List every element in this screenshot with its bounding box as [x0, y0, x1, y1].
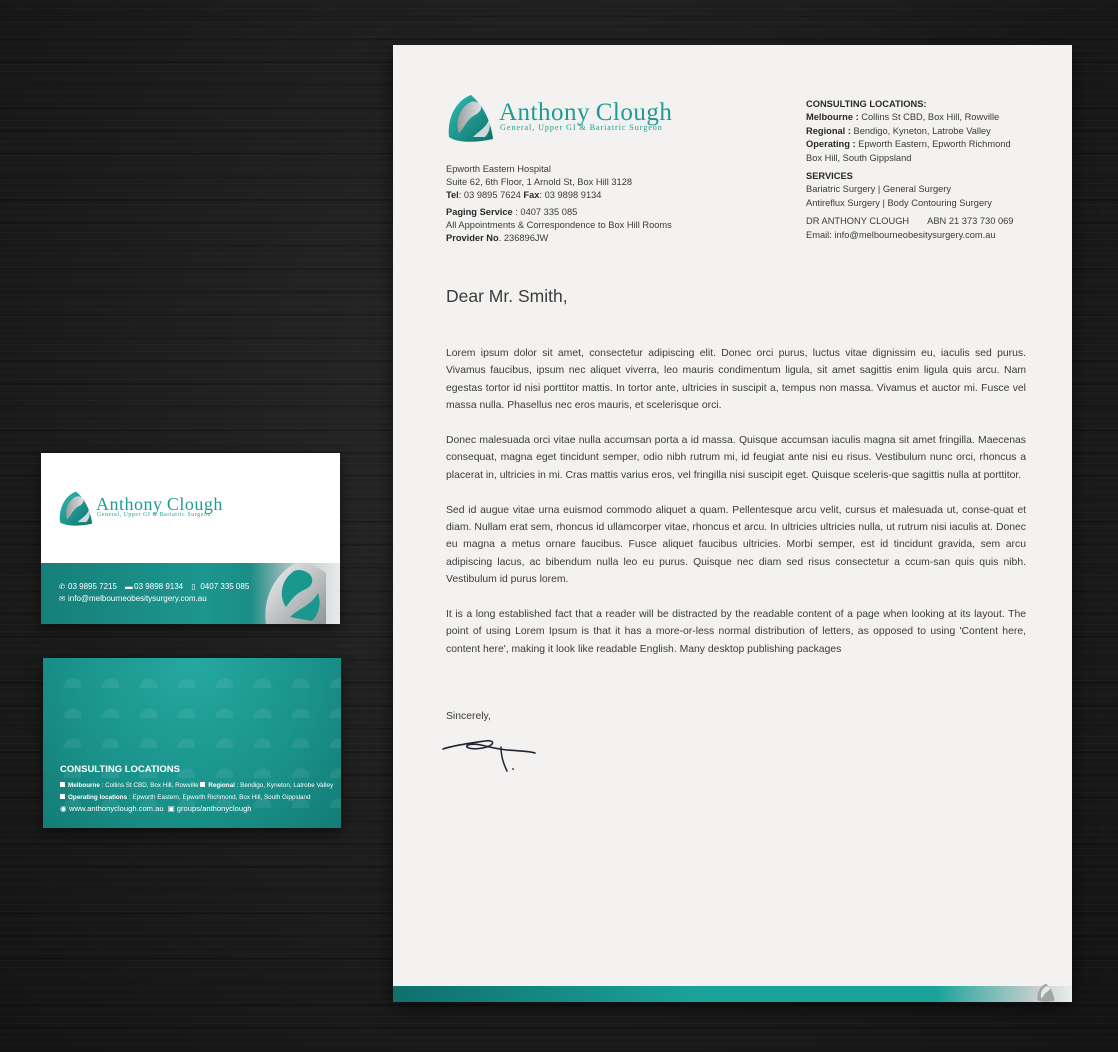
body-paragraph: Donec malesuada orci vitae nulla accumsan porta a id massa. Quisque accumsan iaculis magna sit amet fringilla. Maecenas consequat, magna eget tincidunt semper, odio nibh rutrum mi, id feugiat ante nisi eu risus. Vestibulum nunc orci, rhoncus a placerat in, ultricies in mi. Cras mattis varius eros, vel fringilla nisi suscipit eget. Quisque sceleris-que sagittis nulla at porttitor. — [446, 435, 1026, 481]
card-logo — [57, 490, 257, 530]
body-paragraph: Sed id augue vitae urna euismod commodo aliquet a quam. Pellentesque arcu velit, cursus et malesuada ut, conse-quat et diam. Nullam erat sem, rhoncus id ullamcorper vitae, rhoncus et arcu. In ultricies ultricies nulla, ut rutrum nisi iaculis at. Donec eu magna a metus ornare faucibus. Fusce aliquet faucibus ultricies. Morbi semper, est id tincidunt gravida, sem arcu adipiscing lacus, ac bibendum nulla leo eu purus. Quisque nec diam sed risus consectetur a ccum-san quis quis nibh. Vestibulum id purus lorem. — [446, 504, 1026, 586]
card-mobile: 0407 335 085 — [200, 582, 250, 591]
card-email: info@melbourneobesitysurgery.com.au — [68, 593, 207, 603]
card-phone: 03 9895 7215 — [68, 582, 117, 591]
card-back-heading: CONSULTING LOCATIONS — [60, 764, 180, 775]
letter-body — [446, 345, 1026, 676]
salutation: Dear Mr. Smith, — [446, 286, 568, 306]
provider-value: . 236896JW — [498, 233, 549, 243]
regional-value: Bendigo, Kyneton, Latrobe Valley — [850, 125, 991, 136]
regional-line — [806, 125, 1036, 138]
footer-logo-icon — [1036, 983, 1056, 1003]
card-back-regional-label: Regional — [208, 782, 235, 789]
card-tagline: General, Upper GI & Bariatric Surgeon — [97, 512, 211, 518]
card-back-regional-value: : Bendigo, Kyneton, Latrobe Valley — [234, 782, 334, 789]
services-heading: SERVICES — [806, 171, 853, 182]
paging-value: : 0407 335 085 — [512, 207, 578, 217]
operating-line — [806, 138, 1036, 151]
melbourne-value: Collins St CBD, Box Hill, Rowville — [858, 112, 1000, 123]
card-back-web-row — [60, 803, 333, 815]
closing: Sincerely, — [446, 711, 491, 722]
tel-value: : 03 9895 7624 — [458, 190, 521, 200]
business-card-back — [43, 658, 341, 828]
email-line: Email: info@melbourneobesitysurgery.com.au — [806, 229, 996, 240]
services-line1: Bariatric Surgery | General Surgery — [806, 184, 952, 195]
email-icon: ✉ — [59, 593, 66, 603]
fax-icon: ▬ — [125, 582, 133, 591]
body-paragraph: Lorem ipsum dolor sit amet, consectetur adipiscing elit. Donec orci purus, luctus vitae dignissim eu, iaculis sed purus. Vivamus faucibus, ipsum nec aliquet viverra, leo mauris condimentum ligula, sit amet sagittis enim ligula quis arcu. Nam egestas tortor id nisi porttitor mattis. In tortor ante, ultricies in suscipit a, tempus non massa. Vivamus et auctor mi. Fusce vel massa nulla. Phasellus nec eros mauris, et scelerisque orci. — [446, 348, 1026, 412]
phone-icon: ✆ — [59, 582, 66, 591]
card-phone-row — [59, 581, 249, 593]
abn: ABN 21 373 730 069 — [927, 216, 1014, 227]
card-back-locations — [60, 780, 333, 815]
letterhead-page — [393, 45, 1072, 1002]
tel-label: Tel — [446, 190, 459, 200]
logo-tagline: General, Upper GI & Bariatric Surgeon — [500, 123, 663, 132]
paging-label: Paging Service — [446, 207, 513, 217]
melbourne-label: Melbourne : — [806, 112, 859, 123]
card-back-operating-label: Operating locations — [68, 793, 128, 801]
melbourne-line — [806, 111, 1036, 124]
mobile-icon: ▯ — [191, 582, 196, 591]
globe-icon: ◉ — [60, 804, 67, 813]
fax-label: Fax — [523, 190, 540, 200]
card-last-name: Clough — [166, 494, 223, 514]
card-email-row — [59, 593, 249, 605]
bullet-square-icon — [60, 794, 65, 799]
facebook-icon: ▣ — [167, 804, 175, 813]
address-line2: Suite 62, 6th Floor, 1 Arnold St, Box Hill 3128 — [446, 177, 633, 187]
letterhead-footer-band — [393, 986, 1072, 1002]
tel-fax-line — [446, 189, 776, 202]
card-contact-band — [41, 563, 340, 624]
card-fax: 03 9898 9134 — [134, 582, 184, 591]
signature-image — [441, 733, 541, 777]
card-back-operating-row — [60, 792, 333, 804]
consulting-heading: CONSULTING LOCATIONS: — [806, 99, 927, 109]
card-back-melbourne-label: Melbourne — [68, 782, 100, 789]
card-back-website: www.anthonyclough.com.au — [69, 804, 164, 813]
card-contacts — [59, 581, 249, 604]
card-first-name: Anthony — [96, 494, 163, 514]
operating-line2: Box Hill, South Gippsland — [806, 152, 912, 163]
card-emblem-icon — [256, 563, 326, 624]
provider-label: Provider No — [446, 233, 499, 243]
fax-value: : 03 9898 9134 — [539, 190, 602, 200]
letterhead-logo — [445, 93, 705, 145]
bullet-square-icon — [60, 782, 65, 787]
bullet-square-icon — [200, 782, 205, 787]
card-back-location-row — [60, 780, 333, 792]
regional-label: Regional : — [806, 125, 851, 136]
logo-swirl-icon — [445, 93, 497, 145]
address-line1: Epworth Eastern Hospital — [446, 164, 551, 174]
logo-first-name: Anthony — [499, 99, 590, 126]
provider-line — [446, 232, 776, 245]
appointments-line: All Appointments & Correspondence to Box Hill Rooms — [446, 220, 672, 230]
logo-last-name: Clough — [595, 99, 673, 126]
card-back-operating-value: : Epworth Eastern, Epworth Richmond, Box Hill, South Gippsland — [127, 793, 311, 801]
operating-value: Epworth Eastern, Epworth Richmond — [855, 139, 1011, 150]
card-back-melbourne-value: : Collins St CBD, Box Hill, Rowville — [99, 782, 199, 789]
address-block — [446, 163, 776, 245]
operating-label: Operating : — [806, 139, 856, 150]
consulting-block — [806, 98, 1036, 242]
body-paragraph: It is a long established fact that a reader will be distracted by the readable content of a page when looking at its layout. The point of using Lorem Ipsum is that it has a more-or-less normal distribution of letters, as opposed to using 'Content here, content here', making it look like readable English. Many desktop publishing packages — [446, 609, 1026, 655]
services-line2: Antireflux Surgery | Body Contouring Surgery — [806, 197, 992, 208]
logo-swirl-icon — [57, 490, 95, 528]
business-card-front — [41, 453, 340, 624]
card-back-facebook: groups/anthonyclough — [176, 804, 252, 813]
doctor-name: DR ANTHONY CLOUGH — [806, 216, 910, 227]
paging-line — [446, 206, 776, 219]
doctor-abn-line — [806, 215, 1036, 228]
